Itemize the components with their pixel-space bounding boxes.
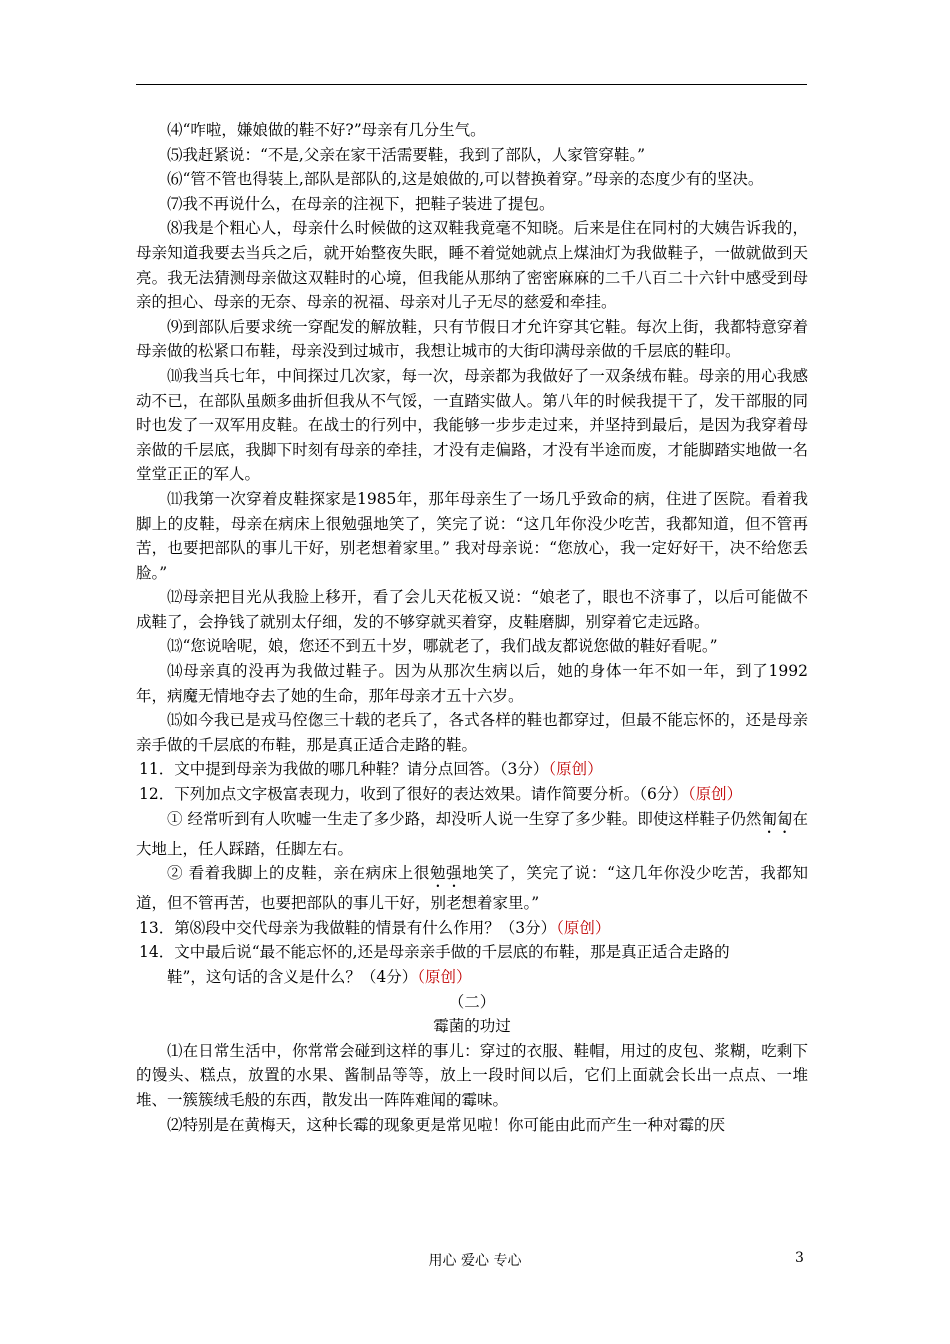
- paragraph-9: ⑼到部队后要求统一穿配发的解放鞋，只有节假日才允许穿其它鞋。每次上街，我都特意穿着母亲做的松紧口布鞋，母亲没到过城市，我想让城市的大街印满母亲做的千层底的鞋印。: [136, 317, 808, 361]
- paragraph-13: ⒀“您说啥呢，娘，您还不到五十岁，哪就老了，我们战友都说您做的鞋好看呢。”: [167, 637, 718, 656]
- question-11-tag: （原创）: [548, 760, 603, 779]
- header-rule: [136, 84, 807, 85]
- question-13: [136, 916, 808, 941]
- paragraph-6: ⑹“管不管也得装上,部队是部队的,这是娘做的,可以替换着穿。”母亲的态度少有的坚决。: [167, 170, 764, 189]
- question-12-item-2: [136, 861, 808, 916]
- paragraph-10: ⑽我当兵七年，中间探过几次家，每一次，母亲都为我做好了一双条绒布鞋。母亲的用心我感动不已，在部队虽颇多曲折但我从不气馁，一直踏实做人。第八年的时候我提干了，发干部服的同时也发了一双军用皮鞋。在战士的行列中，我能够一步步走过来，并坚持到最后，是因为我穿着母亲做的千层底，我脚下时刻有母亲的牵挂，才没有走偏路，才没有半途而废，才能脚踏实地做一名堂堂正正的军人。: [136, 366, 808, 484]
- page-number: 3: [795, 1250, 804, 1266]
- question-12: [136, 782, 808, 807]
- paragraph-14: ⒁母亲真的没再为我做过鞋子。因为从那次生病以后，她的身体一年不如一年，到了1992年，病魔无情地夺去了她的生命，那年母亲才五十六岁。: [136, 662, 808, 705]
- question-12-item-1: [136, 807, 808, 862]
- paragraph-8: ⑻我是个粗心人，母亲什么时候做的这双鞋我竟毫不知晓。后来是住在同村的大姨告诉我的，母亲知道我要去当兵之后，就开始整夜失眠，睡不着觉她就点上煤油灯为我做鞋子，一做就做到天亮。我无法猜测母亲做这双鞋时的心境，但我能从那纳了密密麻麻的二千八百二十六针中感受到母亲的担心、母亲的无奈、母亲的祝福、母亲对儿子无尽的慈爱和牵挂。: [136, 219, 808, 312]
- paragraph-4: ⑷“咋啦，嫌娘做的鞋不好?”母亲有几分生气。: [167, 121, 486, 139]
- document-body: [136, 118, 808, 1137]
- question-13-text: 13．第⑻段中交代母亲为我做鞋的情景有什么作用？（3分）: [139, 918, 557, 937]
- question-11: [136, 757, 808, 782]
- question-13-tag: （原创）: [556, 918, 611, 937]
- question-14: [136, 940, 808, 965]
- paragraph-15: ⒂如今我已是戎马倥偬三十载的老兵了，各式各样的鞋也都穿过，但最不能忘怀的，还是母亲亲手做的千层底的布鞋，那是真正适合走路的鞋。: [136, 711, 808, 754]
- q12-item2-text-a: ② 看着我脚上的皮鞋，亲在病床上很: [167, 864, 430, 883]
- paragraph-12: ⑿母亲把目光从我脸上移开，看了会儿天花板又说：“娘老了，眼也不济事了，以后可能做不成鞋了，会挣钱了就别太仔细，发的不够穿就买着穿，皮鞋磨脚，别穿着它走远路。: [136, 588, 808, 631]
- question-14-text-b: 鞋”，这句话的含义是什么？（4分）: [167, 968, 418, 986]
- q12-item1-dotted-word: 匍匐: [761, 809, 793, 828]
- q12-item1-text-a: ① 经常听到有人吹嘘一生走了多少路，却没听人说一生穿了多少鞋。即使这样鞋子仍然: [167, 809, 762, 828]
- q12-item2-dotted-word: 勉强: [429, 864, 463, 883]
- question-14-cont: [136, 965, 808, 990]
- paragraph-11: ⑾我第一次穿着皮鞋探家是1985年，那年母亲生了一场几乎致命的病，住进了医院。看着我脚上的皮鞋，母亲在病床上很勉强地笑了，笑完了说：“这几年你没少吃苦，我都知道，但不管再苦，也要把部队的事儿干好，别老想着家里。” 我对母亲说：“您放心，我一定好好干，决不给您丢脸。”: [136, 489, 808, 582]
- q12-item1-text-b: 在大地上，任人踩踏，任脚左右。: [136, 809, 808, 858]
- section2-paragraph-1: ⑴在日常生活中，你常常会碰到这样的事儿：穿过的衣服、鞋帽，用过的皮包、浆糊，吃剩下的馒头、糕点，放置的水果、酱制品等等，放上一段时间以后，它们上面就会长出一点点、一堆堆、一簇簇绒毛般的东西，散发出一阵阵难闻的霉味。: [136, 1041, 808, 1109]
- section-number: （二）: [448, 992, 496, 1011]
- question-12-text: 12．下列加点文字极富表现力，收到了很好的表达效果。请作简要分析。（6分）: [139, 785, 688, 804]
- question-14-text-a: 14．文中最后说“最不能忘怀的,还是母亲亲手做的千层底的布鞋，那是真正适合走路的: [139, 943, 730, 962]
- section-title: 霉菌的功过: [433, 1017, 511, 1036]
- section2-paragraph-2: ⑵特别是在黄梅天，这种长霉的现象更是常见啦！你可能由此而产生一种对霉的厌: [167, 1115, 726, 1134]
- question-11-text: 11．文中提到母亲为我做的哪几种鞋？请分点回答。（3分）: [139, 760, 549, 779]
- question-12-tag: （原创）: [687, 785, 743, 804]
- q12-item2-text-b: 地笑了，笑完了说：“这几年你没少吃苦，我都知道，但不管再苦，也要把部队的事儿干好，别老想着家里。”: [136, 864, 808, 913]
- paragraph-7: ⑺我不再说什么，在母亲的注视下，把鞋子装进了提包。: [167, 194, 555, 213]
- question-14-tag: （原创）: [417, 968, 472, 986]
- paragraph-5: ⑸我赶紧说：“不是,父亲在家干活需要鞋，我到了部队，人家管穿鞋。”: [167, 145, 646, 164]
- footer-text: 用心 爱心 专心: [428, 1253, 522, 1269]
